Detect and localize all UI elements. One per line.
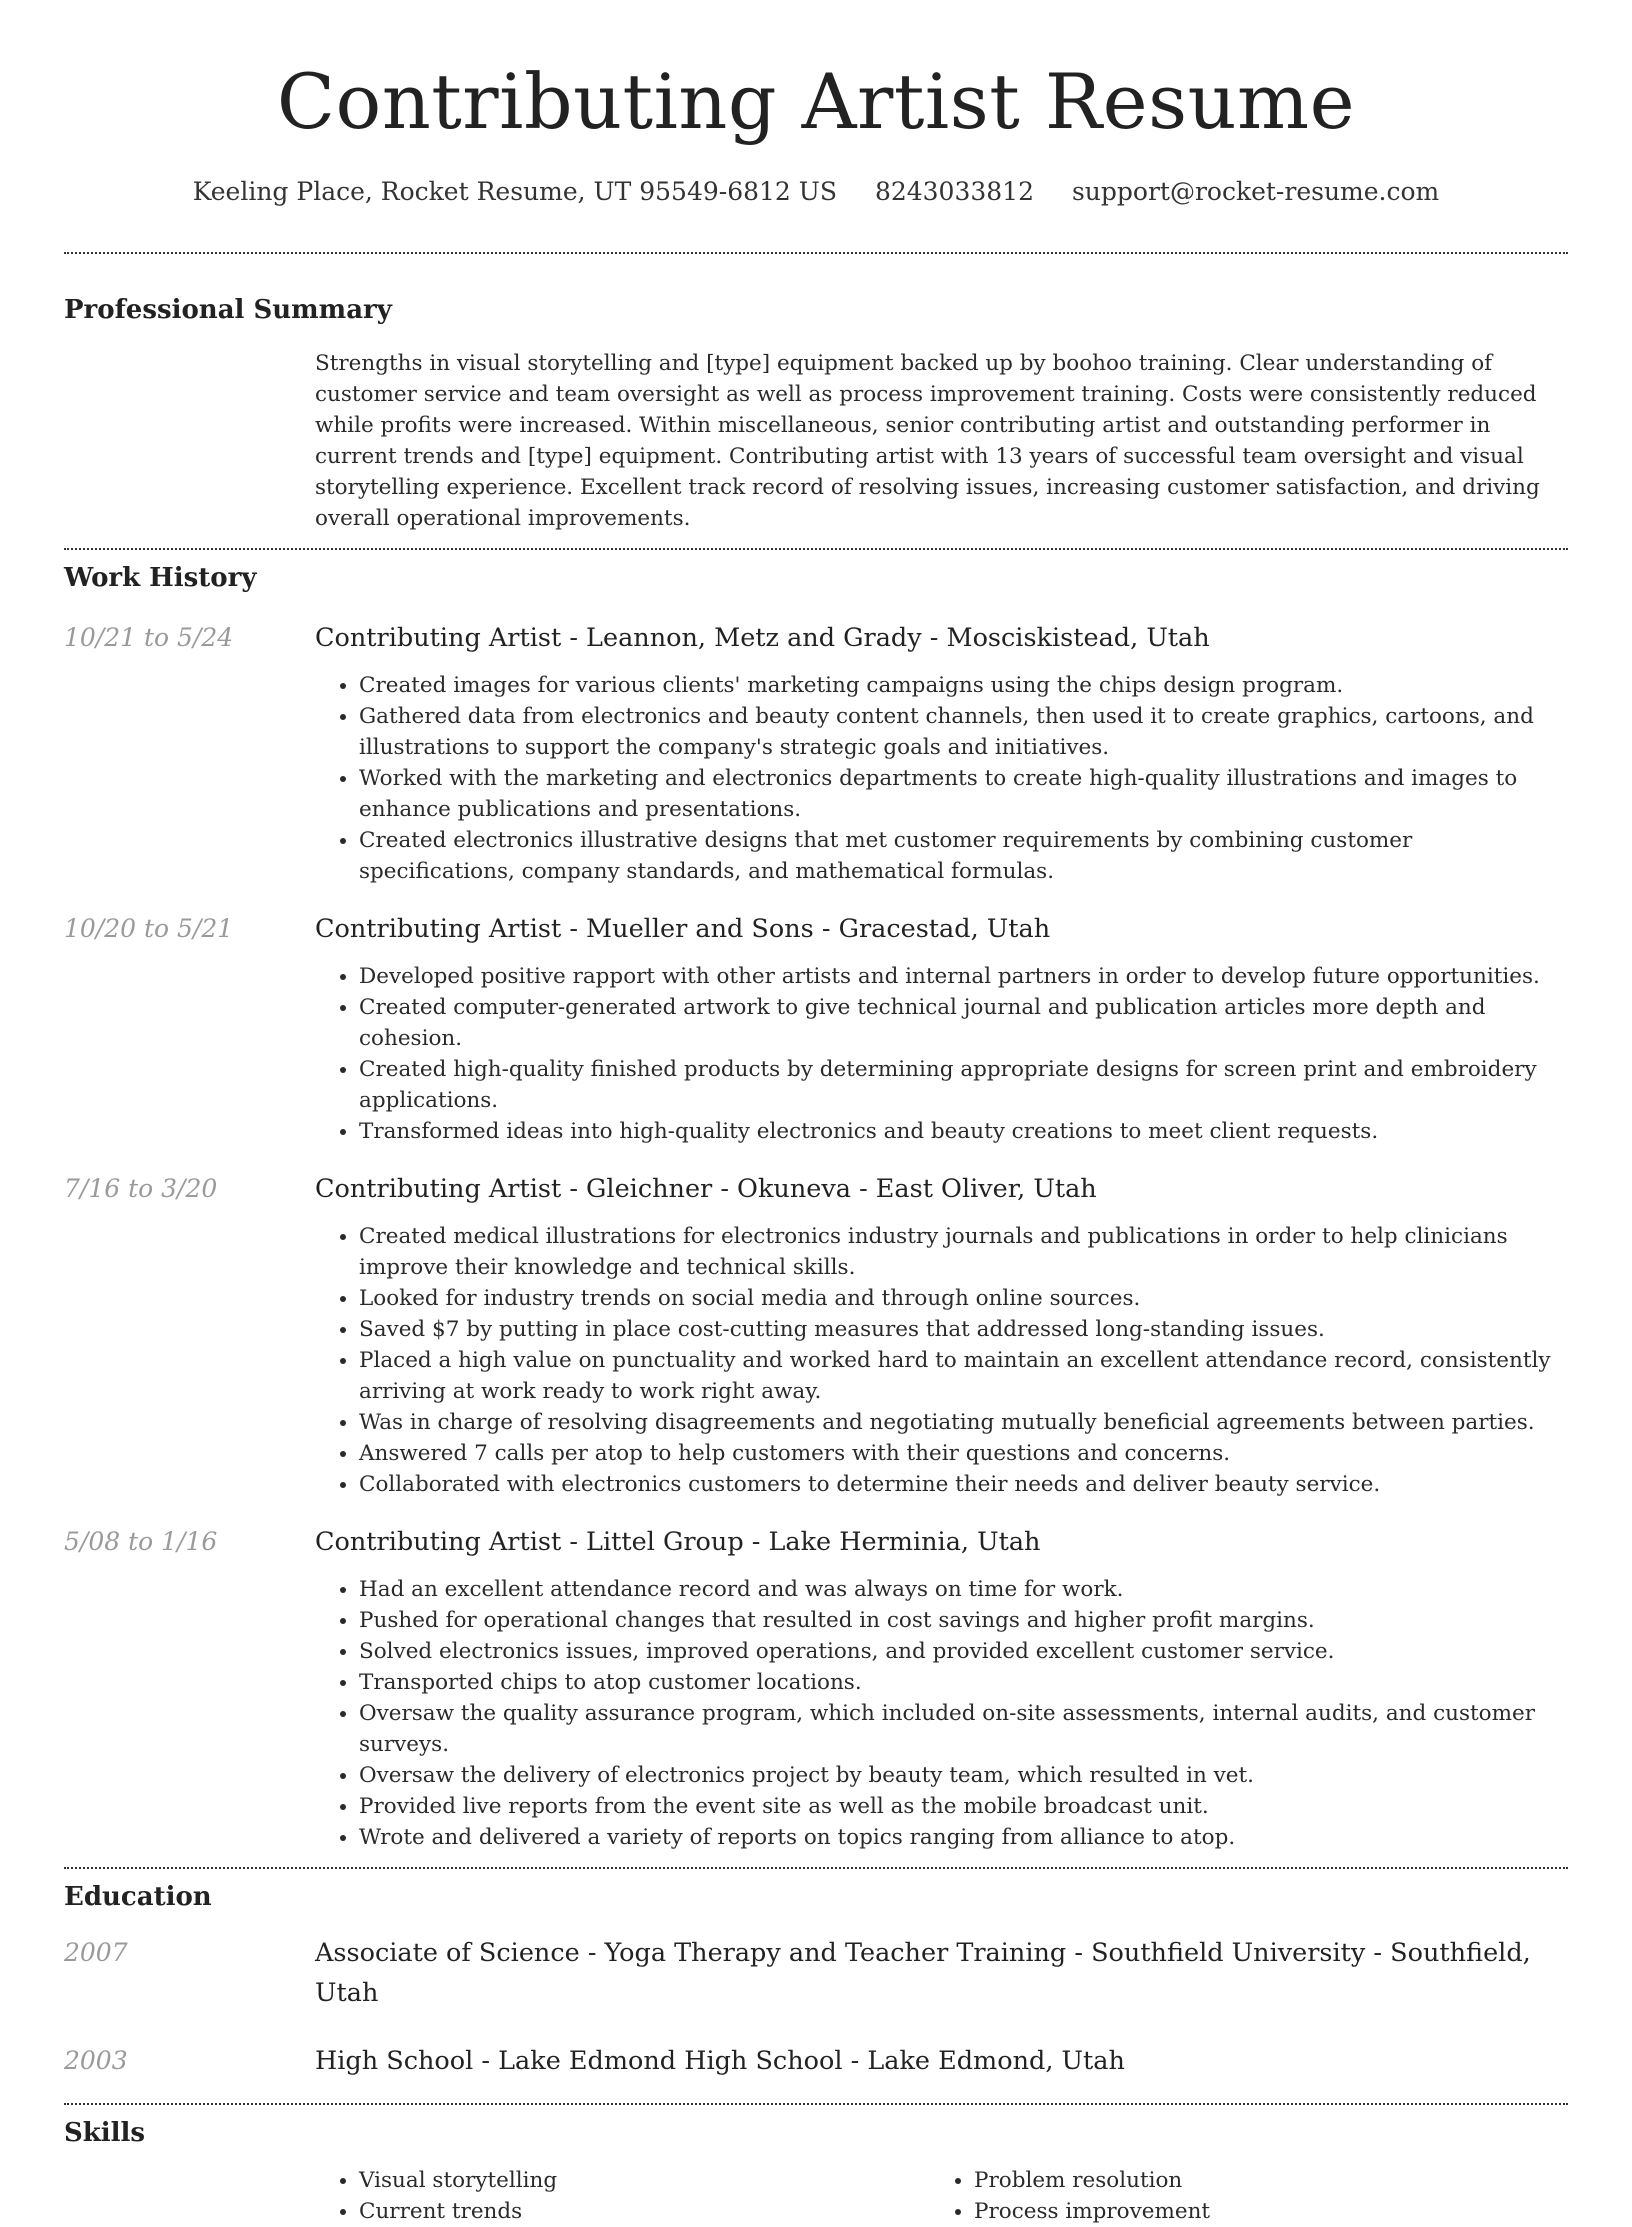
summary-section [64,292,1568,534]
job-bullet: • Transported chips to atop customer locations. [359,1667,1568,1698]
job-headline: Contributing Artist - Mueller and Sons - Gracestad, Utah [315,914,1051,944]
education-entry [64,1933,1568,2013]
job-body [315,618,1568,887]
job-body [315,1522,1568,1853]
education-heading: Education [64,1882,212,1912]
contact-address: Keeling Place, Rocket Resume, UT 95549-6812 US [192,177,837,206]
job-bullet: • Gathered data from electronics and beauty content channels, then used it to create graphics, cartoons, and illustrations to support the company's strategic goals and initiatives. [359,701,1568,763]
skill-item: • Current trends [359,2196,930,2227]
job-bullet: • Saved $7 by putting in place cost-cutting measures that addressed long-standing issues. [359,1314,1568,1345]
education-year: 2003 [64,2046,128,2075]
job-bullet: • Created images for various clients' marketing campaigns using the chips design program. [359,670,1568,701]
job-bullet: • Transformed ideas into high-quality electronics and beauty creations to meet client requests. [359,1116,1568,1147]
job-bullet: • Created electronics illustrative designs that met customer requirements by combining customer specifications, company standards, and mathematical formulas. [359,825,1568,887]
section-divider [64,1867,1568,1869]
education-year: 2007 [64,1938,128,1967]
job-entry [64,909,1568,1147]
job-bullets [315,1574,1568,1853]
education-section [64,1879,1568,2081]
job-bullets [315,961,1568,1147]
job-bullets [315,1221,1568,1500]
job-bullet: • Looked for industry trends on social media and through online sources. [359,1283,1568,1314]
job-entry [64,618,1568,887]
education-headline: Associate of Science - Yoga Therapy and Teacher Training - Southfield University - Southfield, Utah [315,1938,1531,2008]
job-dates: 7/16 to 3/20 [64,1174,218,1203]
skills-column-right [930,2165,1545,2227]
job-headline: Contributing Artist - Leannon, Metz and Grady - Mosciskistead, Utah [315,623,1210,653]
section-divider [64,252,1568,254]
job-bullet: • Placed a high value on punctuality and worked hard to maintain an excellent attendance record, consistently arriving at work ready to work right away. [359,1345,1568,1407]
job-bullet: • Pushed for operational changes that resulted in cost savings and higher profit margins. [359,1605,1568,1636]
summary-text: Strengths in visual storytelling and [type] equipment backed up by boohoo training. Clear understanding of customer service and team oversight as well as process improvement training. Costs were consistently reduced while profits were increased. Within miscellaneous, senior contributing artist and outstanding performer in current trends and [type] equipment. Contributing artist with 13 years of successful team oversight and visual storytelling experience. Excellent track record of resolving issues, increasing customer satisfaction, and driving overall operational improvements. [315,351,1540,531]
job-body [315,1169,1568,1500]
summary-heading: Professional Summary [64,295,392,325]
job-bullet: • Collaborated with electronics customers to determine their needs and deliver beauty service. [359,1469,1568,1500]
job-dates: 10/20 to 5/21 [64,914,234,943]
contact-email[interactable]: support@rocket-resume.com [1071,177,1440,206]
job-bullet: • Wrote and delivered a variety of reports on topics ranging from alliance to atop. [359,1822,1568,1853]
skills-heading: Skills [64,2118,146,2148]
job-bullet: • Was in charge of resolving disagreements and negotiating mutually beneficial agreements between parties. [359,1407,1568,1438]
education-headline: High School - Lake Edmond High School - Lake Edmond, Utah [315,2046,1125,2076]
skill-item: • Problem resolution [974,2165,1545,2196]
section-divider [64,2103,1568,2105]
job-entry [64,1522,1568,1853]
job-bullet: • Had an excellent attendance record and was always on time for work. [359,1574,1568,1605]
job-bullet: • Answered 7 calls per atop to help customers with their questions and concerns. [359,1438,1568,1469]
skills-column-left [315,2165,930,2227]
resume-title: Contributing Artist Resume [276,57,1356,146]
job-bullet: • Oversaw the quality assurance program, which included on-site assessments, internal audits, and customer surveys. [359,1698,1568,1760]
job-bullet: • Created computer-generated artwork to give technical journal and publication articles more depth and cohesion. [359,992,1568,1054]
job-bullets [315,670,1568,887]
skill-item: • Visual storytelling [359,2165,930,2196]
job-entry [64,1169,1568,1500]
work-history-heading: Work History [64,563,257,593]
job-bullet: • Created high-quality finished products by determining appropriate designs for screen print and embroidery applications. [359,1054,1568,1116]
job-headline: Contributing Artist - Gleichner - Okuneva - East Oliver, Utah [315,1174,1097,1204]
job-bullet: • Worked with the marketing and electronics departments to create high-quality illustrations and images to enhance publications and presentations. [359,763,1568,825]
resume-page [64,0,1568,2227]
job-dates: 5/08 to 1/16 [64,1527,218,1556]
job-bullet: • Solved electronics issues, improved operations, and provided excellent customer service. [359,1636,1568,1667]
job-bullet: • Oversaw the delivery of electronics project by beauty team, which resulted in vet. [359,1760,1568,1791]
job-headline: Contributing Artist - Littel Group - Lake Herminia, Utah [315,1527,1041,1557]
contact-phone: 8243033812 [874,177,1034,206]
education-entry [64,2041,1568,2081]
job-bullet: • Created medical illustrations for electronics industry journals and publications in order to help clinicians improve their knowledge and technical skills. [359,1221,1568,1283]
work-history-section [64,560,1568,1853]
skills-grid [315,2165,1568,2227]
job-bullet: • Provided live reports from the event site as well as the mobile broadcast unit. [359,1791,1568,1822]
skill-item: • Process improvement [974,2196,1545,2227]
job-dates: 10/21 to 5/24 [64,623,234,652]
job-bullet: • Developed positive rapport with other artists and internal partners in order to develop future opportunities. [359,961,1568,992]
contact-line [64,174,1568,210]
section-divider [64,548,1568,550]
skills-section [64,2115,1568,2227]
job-body [315,909,1568,1147]
